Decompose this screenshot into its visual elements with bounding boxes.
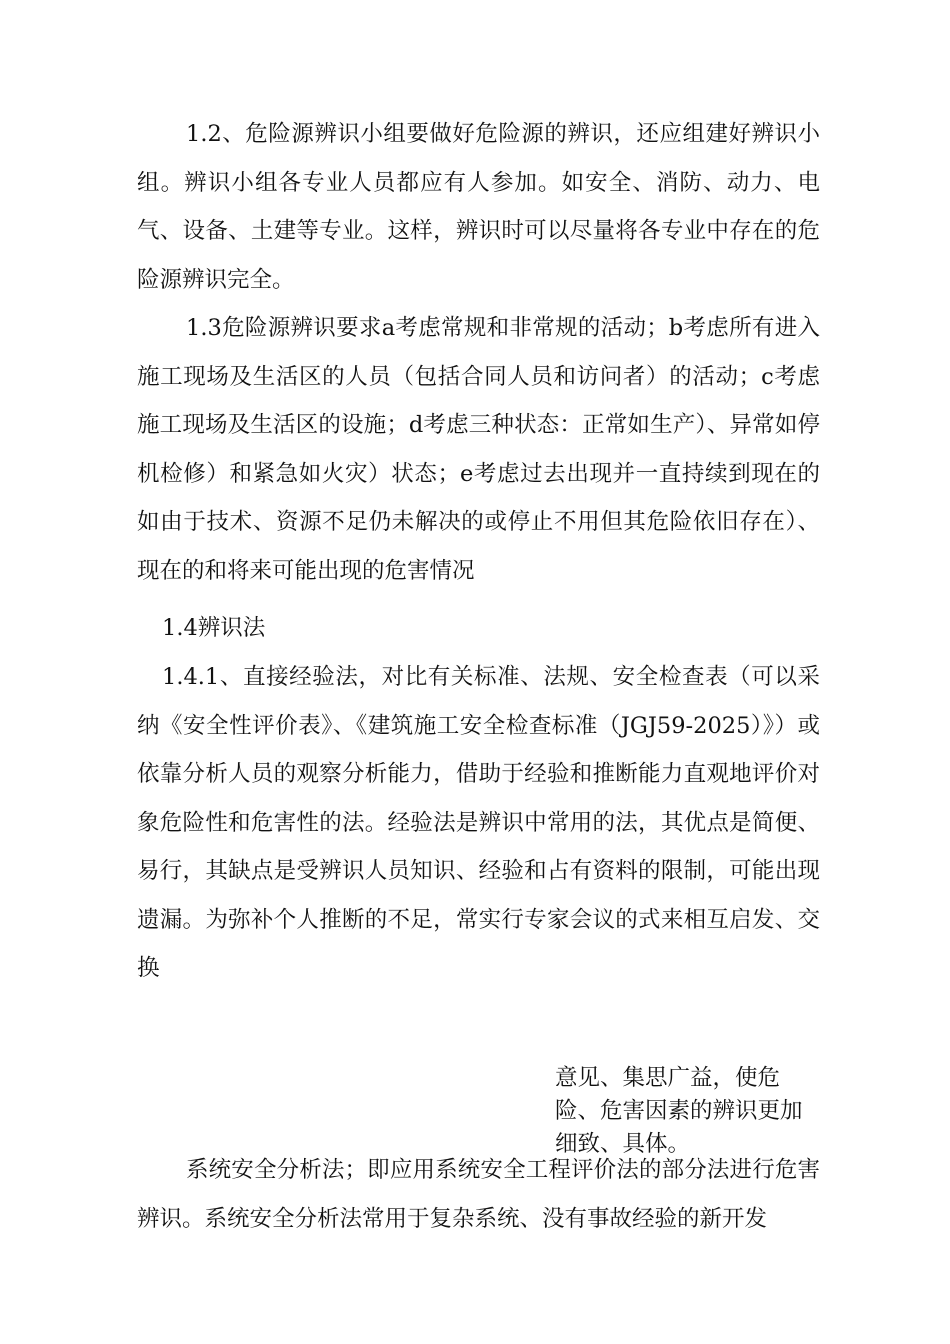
paragraph-continuation: 意见、集思广益，使危险、危害因素的辨识更加细致、具体。 bbox=[555, 1065, 803, 1157]
paragraph-system-safety-analysis: 系统安全分析法；即应用系统安全工程评价法的部分法进行危害辨识。系统安全分析法常用于复杂系统、没有事故经验的新开发 bbox=[137, 1157, 820, 1232]
heading-1-4: 1.4辨识法 bbox=[162, 615, 266, 641]
paragraph-1-2: 1.2、危险源辨识小组要做好危险源的辨识，还应组建好辨识小组。辨识小组各专业人员都应有人参加。如安全、消防、动力、电气、设备、土建等专业。这样，辨识时可以尽量将各专业中存在的危险源辨识完全。 bbox=[137, 121, 820, 293]
paragraph-1-4-1: 1.4.1、直接经验法，对比有关标准、法规、安全检查表（可以采纳《安全性评价表》、《建筑施工安全检查标准（JGJ59-2025）》）或依靠分析人员的观察分析能力，借助于经验和推断能力直观地评价对象危险性和危害性的法。经验法是辨识中常用的法，其优点是简便、易行，其缺点是受辨识人员知识、经验和占有资料的限制，可能出现遗漏。为弥补个人推断的不足，常实行专家会议的式来相互启发、交换 bbox=[137, 664, 820, 981]
paragraph-1-3: 1.3危险源辨识要求a考虑常规和非常规的活动；b考虑所有进入施工现场及生活区的人员（包括合同人员和访问者）的活动；c考虑施工现场及生活区的设施；d考虑三种状态：正常如生产）、异常如停机检修）和紧急如火灾）状态；e考虑过去出现并一直持续到现在的如由于技术、资源不足仍未解决的或停止不用但其危险依旧存在）、现在的和将来可能出现的危害情况 bbox=[137, 315, 820, 584]
